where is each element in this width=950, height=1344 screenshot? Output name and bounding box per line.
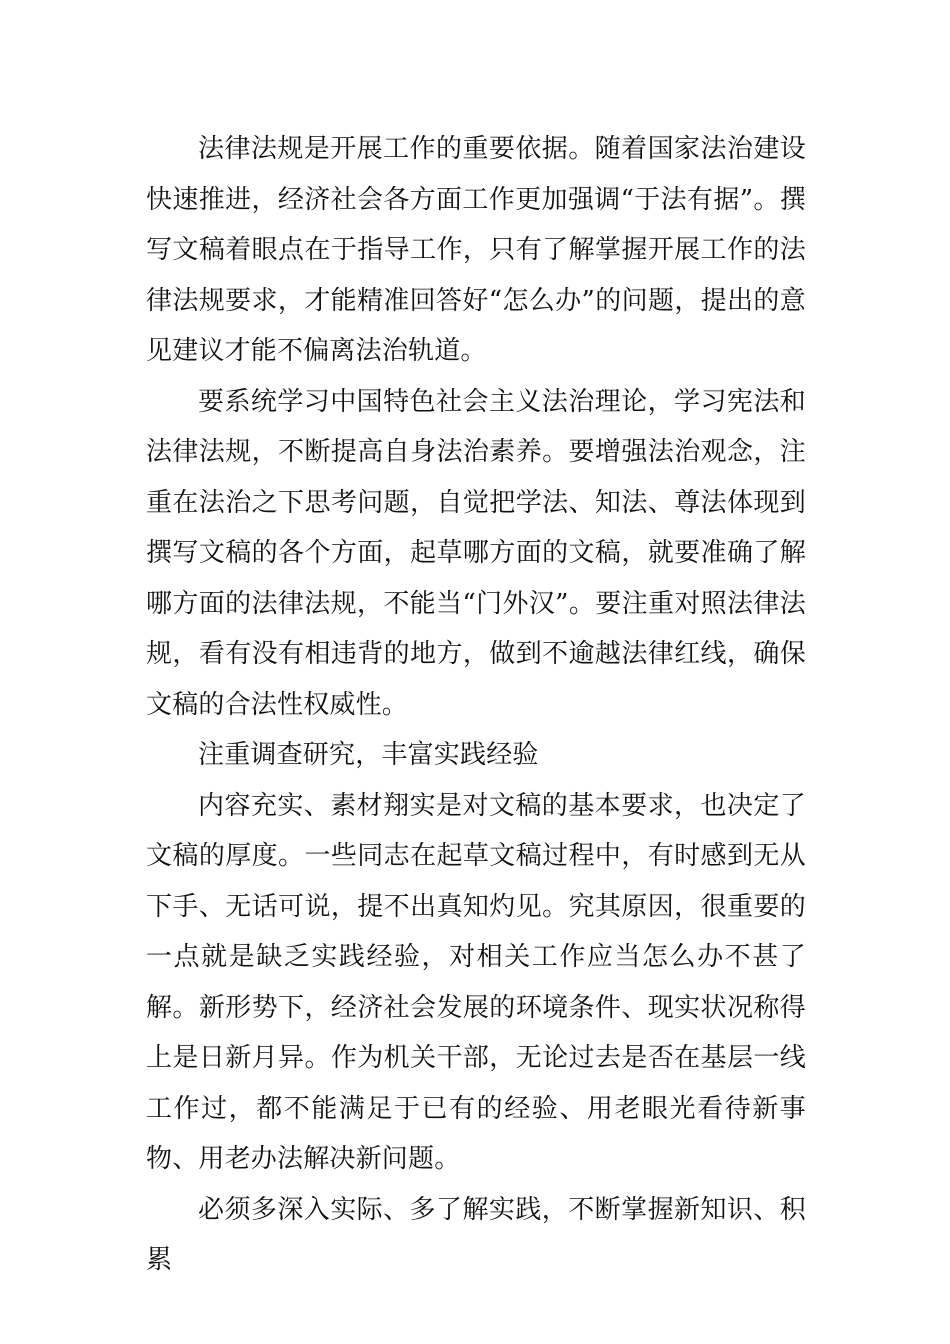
paragraph-study-law: 要系统学习中国特色社会主义法治理论，学习宪法和法律法规，不断提高自身法治素养。要增强法治观念，注重在法治之下思考问题，自觉把学法、知法、尊法体现到撰写文稿的各个方面，起草哪方面的文稿，就要准确了解哪方面的法律法规，不能当“门外汉”。要注重对照法律法规，看有没有相违背的地方，做到不逾越法律红线，确保文稿的合法性权威性。 (146, 386, 806, 720)
section-heading: 注重调查研究，丰富实践经验 (198, 740, 539, 770)
document-body (146, 124, 806, 1286)
paragraph-legal-basis: 法律法规是开展工作的重要依据。随着国家法治建设快速推进，经济社会各方面工作更加强调“于法有据”。撰写文稿着眼点在于指导工作，只有了解掌握开展工作的法律法规要求，才能精准回答好“怎么办”的问题，提出的意见建议才能不偏离法治轨道。 (146, 134, 806, 366)
paragraph-go-deep: 必须多深入实际、多了解实践，不断掌握新知识、积累 (146, 1194, 806, 1275)
paragraph-practical-experience: 内容充实、素材翔实是对文稿的基本要求，也决定了文稿的厚度。一些同志在起草文稿过程中，有时感到无从下手、无话可说，提不出真知灼见。究其原因，很重要的一点就是缺乏实践经验，对相关工作应当怎么办不甚了解。新形势下，经济社会发展的环境条件、现实状况称得上是日新月异。作为机关干部，无论过去是否在基层一线工作过，都不能满足于已有的经验、用老眼光看待新事物、用老办法解决新问题。 (146, 790, 806, 1174)
